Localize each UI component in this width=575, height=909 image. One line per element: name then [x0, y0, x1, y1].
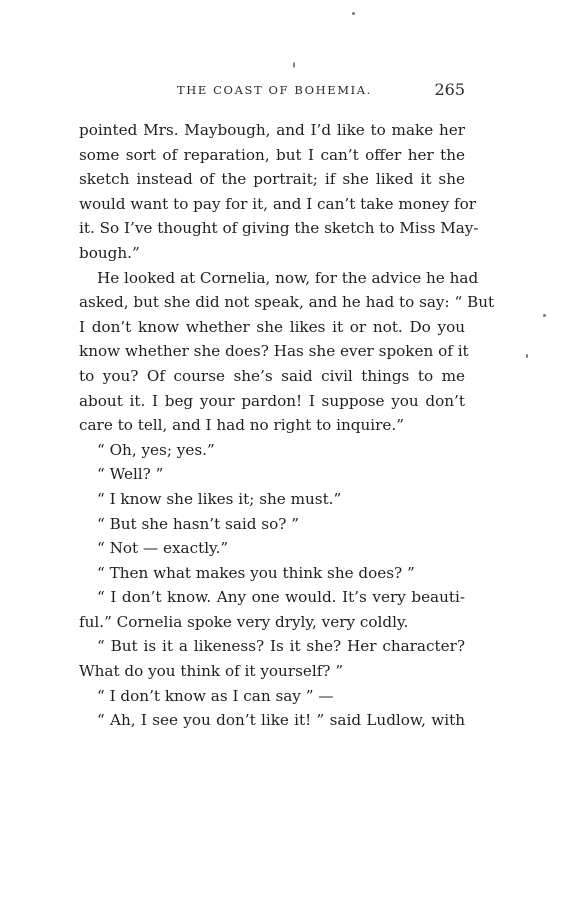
- text-line: some sort of reparation, but I can’t offer her the: [79, 145, 465, 164]
- ink-speck: [352, 12, 355, 15]
- text-line: ful.” Cornelia spoke very dryly, very coldly.: [79, 612, 409, 631]
- text-line: “ Well? ”: [97, 465, 164, 484]
- body-text: [79, 118, 495, 733]
- text-line: to you? Of course she’s said civil things to me: [79, 366, 465, 385]
- running-title: THE COAST OF BOHEMIA.: [177, 83, 372, 97]
- text-line: it. So I’ve thought of giving the sketch to Miss May-: [79, 219, 479, 238]
- text-line: I don’t know whether she likes it or not. Do you: [79, 317, 465, 336]
- text-line: “ Not — exactly.”: [97, 539, 229, 558]
- text-line: sketch instead of the portrait; if she liked it she: [79, 170, 465, 189]
- text-line: “ I know she likes it; she must.”: [97, 489, 342, 508]
- text-line: about it. I beg your pardon! I suppose you don’t: [79, 391, 465, 410]
- text-line: care to tell, and I had no right to inquire.”: [79, 416, 404, 435]
- running-head: [79, 80, 465, 102]
- text-line: He looked at Cornelia, now, for the advice he had: [97, 268, 479, 287]
- text-line: bough.”: [79, 243, 140, 262]
- ink-speck: [293, 62, 295, 68]
- text-line: “ Ah, I see you don’t like it! ” said Ludlow, with: [97, 711, 465, 730]
- text-line: pointed Mrs. Maybough, and I’d like to make her: [79, 121, 465, 139]
- text-line: “ Oh, yes; yes.”: [97, 440, 215, 459]
- text-line: know whether she does? Has she ever spoken of it: [79, 342, 469, 361]
- text-line: would want to pay for it, and I can’t take money for: [79, 194, 477, 213]
- page-number: 265: [434, 80, 465, 99]
- text-line: What do you think of it yourself? ”: [79, 662, 344, 681]
- ink-speck: [543, 314, 546, 317]
- text-line: “ I don’t know. Any one would. It’s very beauti-: [97, 588, 465, 607]
- text-line: “ Then what makes you think she does? ”: [97, 563, 415, 582]
- text-line: asked, but she did not speak, and he had to say: “ But: [79, 293, 495, 312]
- text-line: “ But is it a likeness? Is it she? Her character?: [97, 637, 465, 656]
- text-line: “ I don’t know as I can say ” —: [97, 686, 334, 705]
- text-line: “ But she hasn’t said so? ”: [97, 514, 299, 533]
- ink-speck: [526, 354, 528, 358]
